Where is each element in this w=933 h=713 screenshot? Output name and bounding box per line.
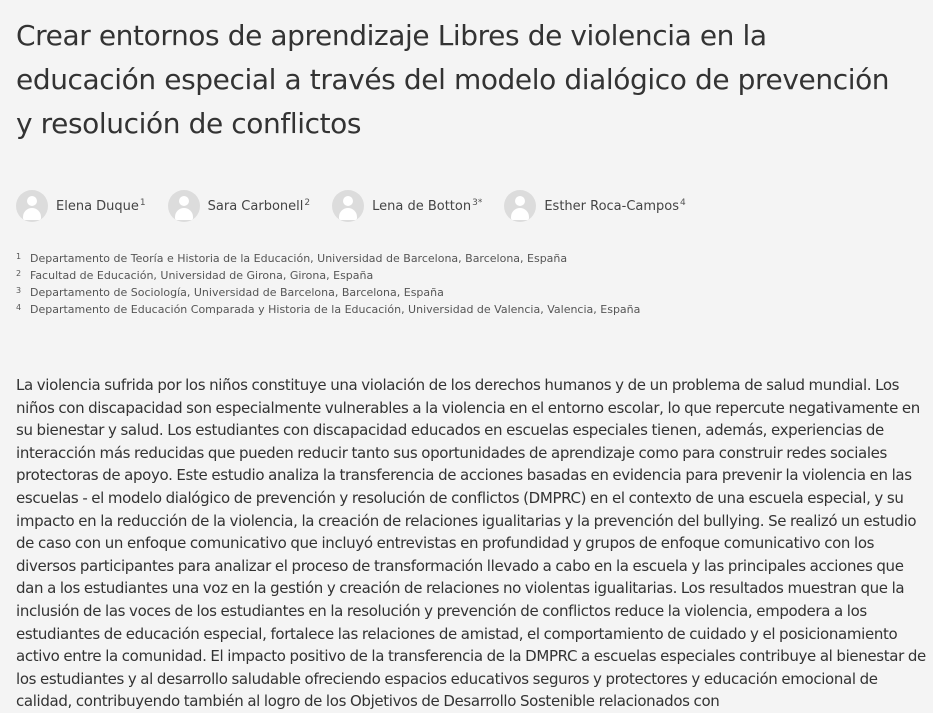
affiliation-text: Departamento de Sociología, Universidad de Barcelona, Barcelona, España — [30, 286, 444, 299]
affiliation-number: 1 — [16, 252, 22, 261]
user-avatar-icon — [332, 190, 364, 222]
author-affiliation-marker: 2 — [304, 198, 311, 208]
affiliation-item — [16, 284, 640, 301]
author-list — [16, 189, 708, 223]
author-item[interactable] — [16, 190, 146, 222]
author-affiliation-marker: 3* — [472, 198, 483, 208]
affiliation-number: 2 — [16, 269, 22, 278]
author-name[interactable]: Lena de Botton — [372, 198, 472, 214]
affiliation-item — [16, 301, 640, 318]
author-name[interactable]: Esther Roca-Campos — [544, 198, 680, 214]
author-item[interactable] — [168, 190, 310, 222]
user-avatar-icon — [16, 190, 48, 222]
user-avatar-icon — [168, 190, 200, 222]
author-affiliation-marker: 1 — [139, 198, 146, 208]
author-affiliation-marker: 4 — [680, 198, 686, 208]
affiliation-text: Departamento de Teoría e Historia de la Educación, Universidad de Barcelona, Barcelona, España — [30, 252, 568, 265]
affiliation-number: 4 — [16, 303, 22, 312]
user-avatar-icon — [504, 190, 536, 222]
author-item[interactable] — [504, 190, 685, 222]
affiliation-list — [16, 250, 640, 318]
article-title: Crear entornos de aprendizaje Libres de violencia en la educación especial a través del modelo dialógico de prevención y resolución de conflictos — [16, 19, 890, 140]
abstract-text: La violencia sufrida por los niños constituye una violación de los derechos humanos y de un problema de salud mundial. Los niños con discapacidad son especialmente vulnerables a la violencia en el entorno escolar, lo que repercute negativamente en su bienestar y salud. Los estudiantes con discapacidad educados en escuelas especiales tienen, además, experiencias de interacción más reducidas que pueden reducir tanto sus oportunidades de aprendizaje como para construir redes sociales protectoras de apoyo. Este estudio analiza la transferencia de acciones basadas en evidencia para prevenir la violencia en las escuelas - el modelo dialógico de prevención y resolución de conflictos (DMPRC) en el contexto de una escuela especial, y su impacto en la reducción de la violencia, la creación de relaciones igualitarias y la prevención del bullying. Se realizó un estudio de caso con un enfoque comunicativo que incluyó entrevistas en profundidad y grupos de enfoque comunicativo con los diversos participantes para analizar el proceso de transformación llevado a cabo en la escuela y las principales acciones que dan a los estudiantes una voz en la gestión y creación de relaciones no violentas igualitarias. Los resultados muestran que la inclusión de las voces de los estudiantes en la resolución y prevención de conflictos reduce la violencia, empodera a los estudiantes de educación especial, fortalece las relaciones de amistad, el comportamiento de cuidado y el posicionamiento activo entre la comunidad. El impacto positivo de la transferencia de la DMPRC a escuelas especiales contribuye al bienestar de los estudiantes y al desarrollo saludable ofreciendo espacios educativos seguros y protectores y educación emocional de calidad, contribuyendo también al logro de los Objetivos de Desarrollo Sostenible relacionados con — [16, 376, 926, 711]
affiliation-item — [16, 250, 640, 267]
affiliation-text: Departamento de Educación Comparada y Historia de la Educación, Universidad de Valencia, Valencia, España — [30, 303, 641, 316]
author-name[interactable]: Sara Carbonell — [207, 198, 304, 214]
affiliation-number: 3 — [16, 286, 22, 295]
author-name[interactable]: Elena Duque — [56, 198, 139, 214]
affiliation-item — [16, 267, 640, 284]
author-item[interactable] — [332, 190, 482, 222]
affiliation-text: Facultad de Educación, Universidad de Girona, Girona, España — [30, 269, 374, 282]
